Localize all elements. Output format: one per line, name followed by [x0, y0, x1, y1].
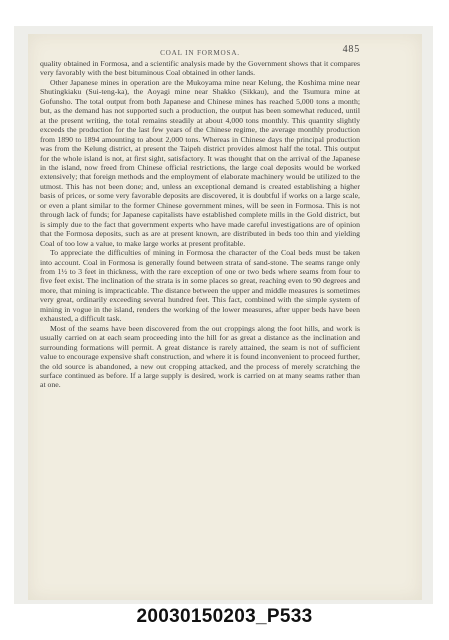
paragraph-4: Most of the seams have been discovered from the out croppings along the foot hills, and work is usually carried on at each seam proceeding into the hill for as great a distance as the inclination and surrounding formations will permit. A great distance is rarely attained, the seam is not of sufficient value to encourage expensive shaft construction, and where it is found inconvenient to proceed further, the old source is abandoned, a new out cropping attacked, and the process of merely scratching the surface continued as before. If a large supply is desired, work is carried on at many seams rather than at one.	[40, 323, 360, 390]
paragraph-3: To appreciate the difficulties of mining in Formosa the character of the Coal beds must be taken into account. Coal in Formosa is generally found between strata of sand-stone. The seams range only from 1½ to 3 feet in thickness, with the rare exception of one or two beds where seams from four to five feet exist. The inclination of the strata is in some places so great, reaching even to 90 degrees and more, that mining is impracticable. The distance between the upper and middle measures is sometimes very great, ordinarily exceeding several hundred feet. This fact, combined with the simple system of mining in vogue in the island, renders the working of the lower measures, after upper beds have been exhausted, a difficult task.	[40, 248, 360, 324]
paragraph-2: Other Japanese mines in operation are the Mukoyama mine near Kelung, the Koshima mine near Shutingkiaku (Sui-teng-ka), the Aoyagi mine near Shakko (Sikkau), and the Tsumura mine at Gofunsho. The total output from both Japanese and Chinese mines has reached 5,000 tons a month; but, as the demand has not supported such a production, the output has been somewhat reduced, until at the present writing, the total remains steadily at about 4,000 tons monthly. This quantity slightly exceeds the production for the last few years of the Chinese regime, the average monthly production from 1890 to 1894 amounting to about 2,000 tons. Whereas in Chinese days the principal production was from the Kelung district, at present the Taipeh district provides almost half the total. This output for the whole island is not, at first sight, satisfactory. It was thought that on the arrival of the Japanese in the island, now freed from Chinese official restrictions, the large coal deposits would be worked extensively; that foreign methods and the employment of elaborate machinery would be utilized to the utmost. This has not been done; and, unless an exceptional demand is created establishing a higher basis of prices, or some very favorable deposits are discovered, it is doubtful if works on a large scale, or even a plant similar to the former Chinese government mines, will be seen in Formosa. This is not through lack of funds; for Japanese capitalists have established complete mills in the Gold district, but is simply due to the fact that government experts who have made careful investigations are of opinion that the Formosa deposits, such as are at present known, are distributed in beds too thin and yielding Coal of too low a value, to make large works at present profitable.	[40, 77, 360, 248]
page-number: 485	[342, 44, 360, 55]
running-header	[40, 44, 360, 58]
body-text	[40, 59, 360, 390]
image-id-caption: 20030150203_P533	[136, 606, 313, 627]
paragraph-1: quality obtained in Formosa, and a scientific analysis made by the Government shows that it compares very favorably with the best bituminous Coal obtained in other lands.	[40, 59, 360, 78]
running-title: COAL IN FORMOSA.	[160, 49, 240, 57]
